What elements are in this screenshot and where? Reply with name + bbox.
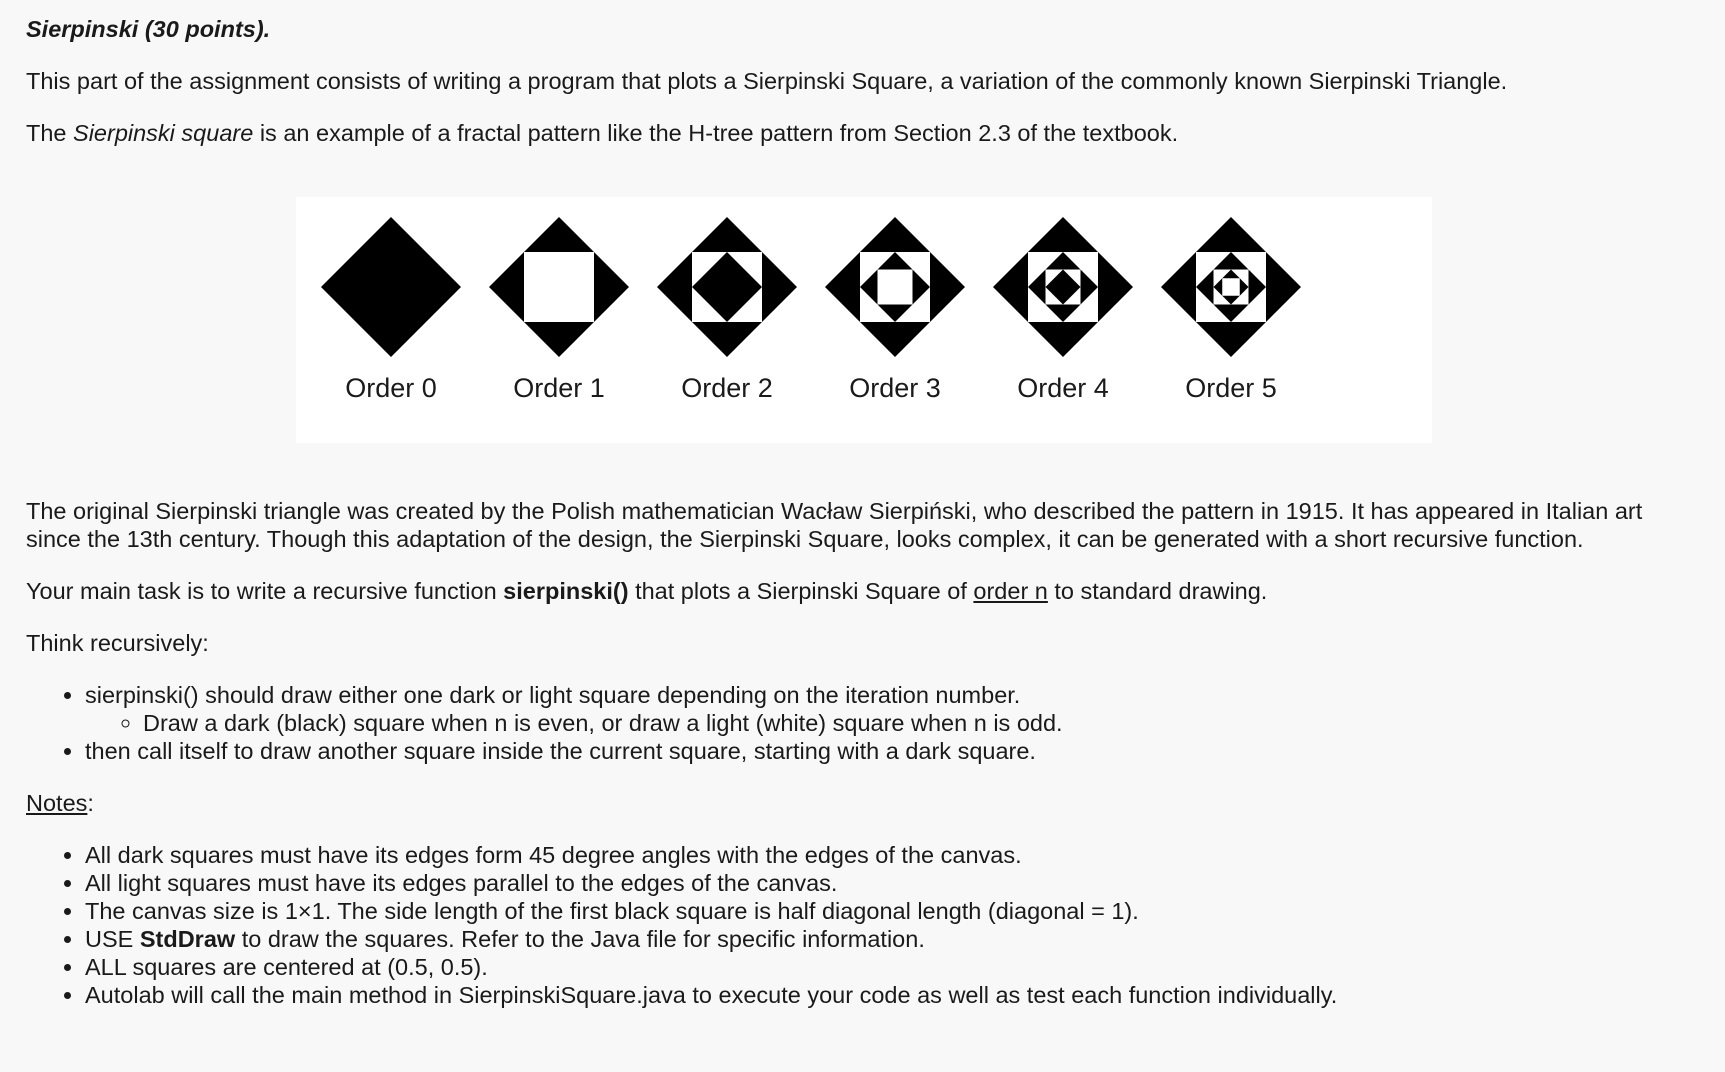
order-label: Order 2 bbox=[681, 373, 773, 403]
think-bullet-2: then call itself to draw another square inside the current square, starting with a dark square. bbox=[85, 738, 1036, 764]
light-square bbox=[878, 270, 913, 305]
function-name: sierpinski() bbox=[503, 578, 629, 604]
order-label: Order 0 bbox=[345, 373, 437, 403]
note-5: ALL squares are centered at (0.5, 0.5). bbox=[85, 954, 488, 980]
sierpinski-figure-svg bbox=[296, 197, 1432, 443]
history-paragraph bbox=[26, 497, 1699, 553]
sierpinski-order-0 bbox=[321, 217, 461, 357]
notes-heading: Notes bbox=[26, 790, 88, 816]
definition-paragraph bbox=[26, 119, 1699, 147]
sierpinski-order-3 bbox=[825, 217, 965, 357]
definition-prefix: The bbox=[26, 120, 74, 146]
sierpinski-order-1 bbox=[489, 217, 629, 357]
notes-label bbox=[26, 789, 1699, 817]
list-item bbox=[85, 897, 1699, 925]
dark-square bbox=[321, 217, 461, 357]
history-text: The original Sierpinski triangle was created by the Polish mathematician Wacław Sierpiński, who described the pattern in 1915. It has appeared in Italian art since the 13th century. Though this adaptation of the design, the Sierpinski Square, looks complex, it can be generated with a short recursive function. bbox=[26, 498, 1643, 552]
stddraw-term: StdDraw bbox=[139, 926, 236, 952]
task-middle: that plots a Sierpinski Square of bbox=[628, 578, 974, 604]
order-label: Order 3 bbox=[849, 373, 941, 403]
sierpinski-square-term: Sierpinski square bbox=[73, 120, 254, 146]
sierpinski-order-5 bbox=[1161, 217, 1301, 357]
order-n-link[interactable]: order n bbox=[973, 578, 1048, 604]
list-item bbox=[143, 709, 1699, 737]
list-item bbox=[85, 981, 1699, 1009]
list-item bbox=[85, 869, 1699, 897]
order-label: Order 5 bbox=[1185, 373, 1277, 403]
note-4-prefix: USE bbox=[85, 926, 140, 952]
intro-text: This part of the assignment consists of writing a program that plots a Sierpinski Square, a variation of the commonly known Sierpinski Triangle. bbox=[26, 68, 1508, 94]
light-square bbox=[524, 252, 594, 322]
note-2: All light squares must have its edges parallel to the edges of the canvas. bbox=[85, 870, 838, 896]
task-suffix: to standard drawing. bbox=[1047, 578, 1268, 604]
light-square bbox=[1222, 278, 1240, 296]
order-label: Order 4 bbox=[1017, 373, 1109, 403]
list-item bbox=[85, 681, 1699, 737]
think-sublist bbox=[85, 709, 1699, 737]
note-6: Autolab will call the main method in SierpinskiSquare.java to execute your code as well as test each function individually. bbox=[85, 982, 1338, 1008]
intro-paragraph bbox=[26, 67, 1699, 95]
note-4-suffix: to draw the squares. Refer to the Java file for specific information. bbox=[235, 926, 925, 952]
note-3: The canvas size is 1×1. The side length of the first black square is half diagonal length (diagonal = 1). bbox=[85, 898, 1139, 924]
list-item bbox=[85, 737, 1699, 765]
sierpinski-orders-figure bbox=[296, 197, 1432, 443]
notes-list bbox=[26, 841, 1699, 1009]
list-item bbox=[85, 953, 1699, 981]
task-prefix: Your main task is to write a recursive function bbox=[26, 578, 504, 604]
order-label: Order 1 bbox=[513, 373, 605, 403]
list-item bbox=[85, 925, 1699, 953]
think-list bbox=[26, 681, 1699, 765]
note-1: All dark squares must have its edges form 45 degree angles with the edges of the canvas. bbox=[85, 842, 1022, 868]
sierpinski-order-2 bbox=[657, 217, 797, 357]
think-bullet-1: sierpinski() should draw either one dark or light square depending on the iteration number. bbox=[85, 682, 1021, 708]
definition-suffix: is an example of a fractal pattern like the H-tree pattern from Section 2.3 of the textbook. bbox=[253, 120, 1179, 146]
task-paragraph bbox=[26, 577, 1699, 605]
list-item bbox=[85, 841, 1699, 869]
sierpinski-order-4 bbox=[993, 217, 1133, 357]
section-heading: Sierpinski (30 points). bbox=[26, 16, 271, 42]
think-sub-bullet-1: Draw a dark (black) square when n is even, or draw a light (white) square when n is odd. bbox=[143, 710, 1063, 736]
think-label: Think recursively: bbox=[26, 630, 209, 656]
notes-colon: : bbox=[87, 790, 94, 816]
